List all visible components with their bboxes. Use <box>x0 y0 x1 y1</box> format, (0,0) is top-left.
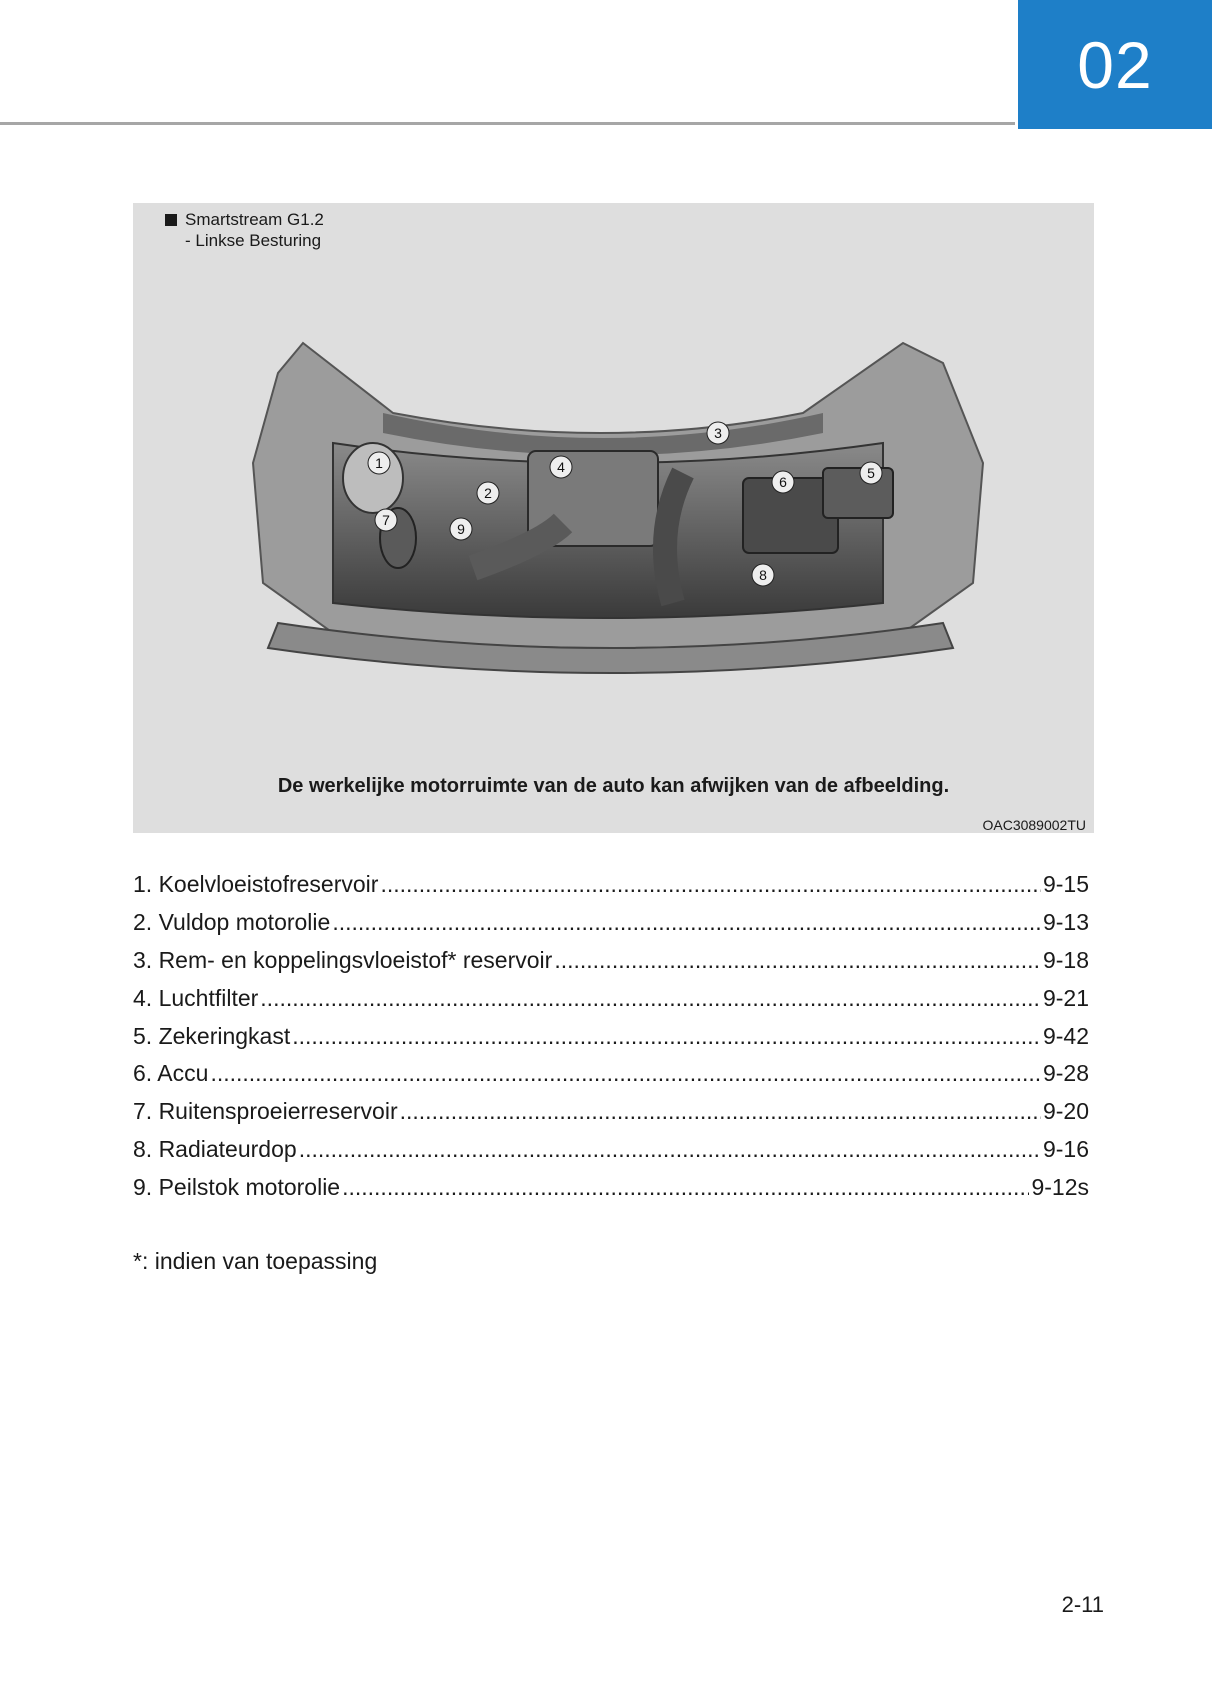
callout-4 <box>550 456 572 478</box>
svg-text:5: 5 <box>867 465 875 481</box>
svg-text:4: 4 <box>557 459 565 475</box>
callout-5 <box>860 462 882 484</box>
list-item: 2. Vuldop motorolie ..... 9-13 <box>133 904 1089 942</box>
list-item: 6. Accu ..... 9-28 <box>133 1055 1089 1093</box>
engine-variant: Smartstream G1.2 <box>185 210 324 229</box>
page-number: 2-11 <box>1061 1592 1104 1617</box>
square-bullet-icon <box>165 214 177 226</box>
svg-text:9: 9 <box>457 521 465 537</box>
steering-label: - Linkse Besturing <box>185 231 322 250</box>
svg-text:8: 8 <box>759 567 767 583</box>
svg-text:7: 7 <box>382 512 390 528</box>
svg-text:1: 1 <box>375 455 383 471</box>
svg-text:6: 6 <box>779 474 787 490</box>
engine-bay-illustration <box>183 303 1043 763</box>
callout-3 <box>707 422 729 444</box>
svg-text:2: 2 <box>484 485 492 501</box>
footnote: *: indien van toepassing <box>133 1248 378 1274</box>
svg-text:3: 3 <box>714 425 722 441</box>
engine-figure <box>133 203 1094 833</box>
figure-label <box>165 209 324 251</box>
list-item: 1. Koelvloeistofreservoir ..... 9-15 <box>133 866 1089 904</box>
callout-8 <box>752 564 774 586</box>
component-list <box>133 866 1089 1207</box>
chapter-tab: 02 <box>1018 0 1212 129</box>
header-rule <box>0 122 1015 125</box>
callout-2 <box>477 482 499 504</box>
callout-6 <box>772 471 794 493</box>
figure-caption: De werkelijke motorruimte van de auto kan afwijken van de afbeelding. <box>277 775 950 797</box>
list-item: 3. Rem- en koppelingsvloeistof* reservoir ..... 9-18 <box>133 942 1089 980</box>
list-item: 8. Radiateurdop ..... 9-16 <box>133 1131 1089 1169</box>
callout-9 <box>450 518 472 540</box>
list-item: 5. Zekeringkast ..... 9-42 <box>133 1018 1089 1056</box>
list-item: 9. Peilstok motorolie ..... 9-12s <box>133 1169 1089 1207</box>
callout-7 <box>375 509 397 531</box>
list-item: 4. Luchtfilter ..... 9-21 <box>133 980 1089 1018</box>
figure-code: OAC3089002TU <box>982 817 1086 833</box>
list-item: 7. Ruitensproeierreservoir ..... 9-20 <box>133 1093 1089 1131</box>
callout-1 <box>368 452 390 474</box>
